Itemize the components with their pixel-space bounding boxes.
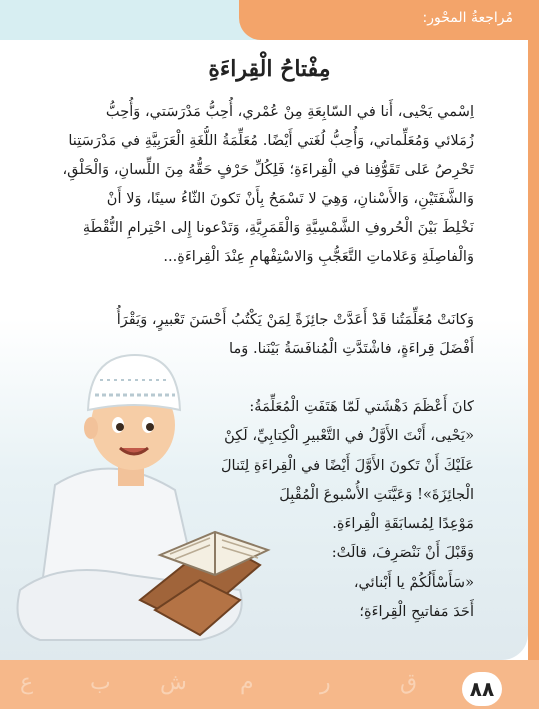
text-line: مَوْعِدًا لِمُسابَقَةِ الْقِراءَةِ.	[332, 515, 474, 533]
lesson-title: مِفْتاحُ الْقِراءَةِ	[208, 56, 331, 82]
text-line: نَخْلِطَ بَيْنَ الْحُروفِ الشَّمْسِيَّةِ وَالْقَمَرِيَّةِ، وَتَدْعونا إِلى احْتِرامِ النُّقْطَةِ	[82, 219, 474, 236]
page-number: ٨٨	[462, 672, 502, 706]
text-line: كانَ أَعْظَمَ دَهْشَتي لَمّا هَتَفَتِ الْمُعَلِّمَةُ:	[249, 398, 474, 415]
text-line: وَكانَتْ مُعَلِّمَتُنا قَدْ أَعَدَّتْ جائِزَةً لِمَنْ يَكْتُبُ أَحْسَنَ تَعْبيرٍ، وَيَقْرَأُ	[116, 311, 474, 328]
text-line: أَفْضَلَ قِراءَةٍ، فاشْتَدَّتِ الْمُنافَسَةُ بَيْنَنا. وَما	[229, 340, 474, 357]
section-header-tab	[239, 0, 539, 40]
right-stripe	[528, 40, 539, 680]
text-line: وَقَبْلَ أَنْ نَنْصَرِفَ، قالَتْ:	[331, 544, 474, 562]
paragraph-1	[52, 97, 474, 271]
section-label: مُراجعةُ المحْور:	[422, 10, 513, 26]
decorative-letter-icon: ر	[320, 670, 331, 695]
text-line: زُمَلائي وَمُعَلِّماتي، وَأُحِبُّ لُغَتي أَيْضًا. مُعَلِّمَةُ اللُّغَةِ الْعَرَبِيَّةِ في مَدْرَسَتِنا	[68, 132, 474, 149]
text-line: أَحَدَ مَفاتيحِ الْقِراءَةِ؛	[359, 603, 474, 621]
text-line: وَالشَّفَتَيْنِ، وَالأَسْنانِ، وَهِيَ لا تَسْمَحُ بِأَنْ تَكونَ الثّاءُ سينًا، وَلا أَنْ	[106, 190, 474, 207]
decorative-letter-icon: ب	[90, 670, 111, 695]
text-line: «سَأَسْأَلُكُمْ يا أَبْنائي،	[353, 573, 474, 591]
text-line: الْجائِزَةَ»! وَعَيَّنَتِ الأُسْبوعَ الْمُقْبِلَ	[279, 485, 474, 503]
decorative-letter-icon: ش	[160, 670, 187, 695]
decorative-letter-icon: ع	[20, 670, 34, 695]
text-line: «يَحْيى، أَنْتَ الأَوَّلُ في التَّعْبيرِ الْكِتابِيِّ، لَكِنْ	[224, 427, 474, 445]
decorative-letter-icon: ق	[400, 670, 418, 695]
text-line: عَلَيْكَ أَنْ تَكونَ الأَوَّلَ أَيْضًا في الْقِراءَةِ لِتَنالَ	[220, 456, 474, 474]
decorative-letter-icon: م	[240, 670, 254, 695]
text-line: وَالْفاصِلَةِ وَعَلاماتِ التَّعَجُّبِ وَالاسْتِفْهامِ عِنْدَ الْقِراءَةِ...	[163, 248, 474, 265]
paragraph-2-narrow	[210, 392, 474, 626]
text-line: اِسْمي يَحْيى، أَنا في السّابِعَةِ مِنْ عُمْري، أُحِبُّ مَدْرَسَتي، وَأُحِبُّ	[105, 103, 474, 120]
text-line: تَحْرِصُ عَلى تَقَوُّفِنا في الْقِراءَةِ؛ فَلِكُلِّ حَرْفٍ حَقُّهُ مِنَ اللِّسانِ، وَالْحَلْقِ،	[62, 161, 474, 178]
